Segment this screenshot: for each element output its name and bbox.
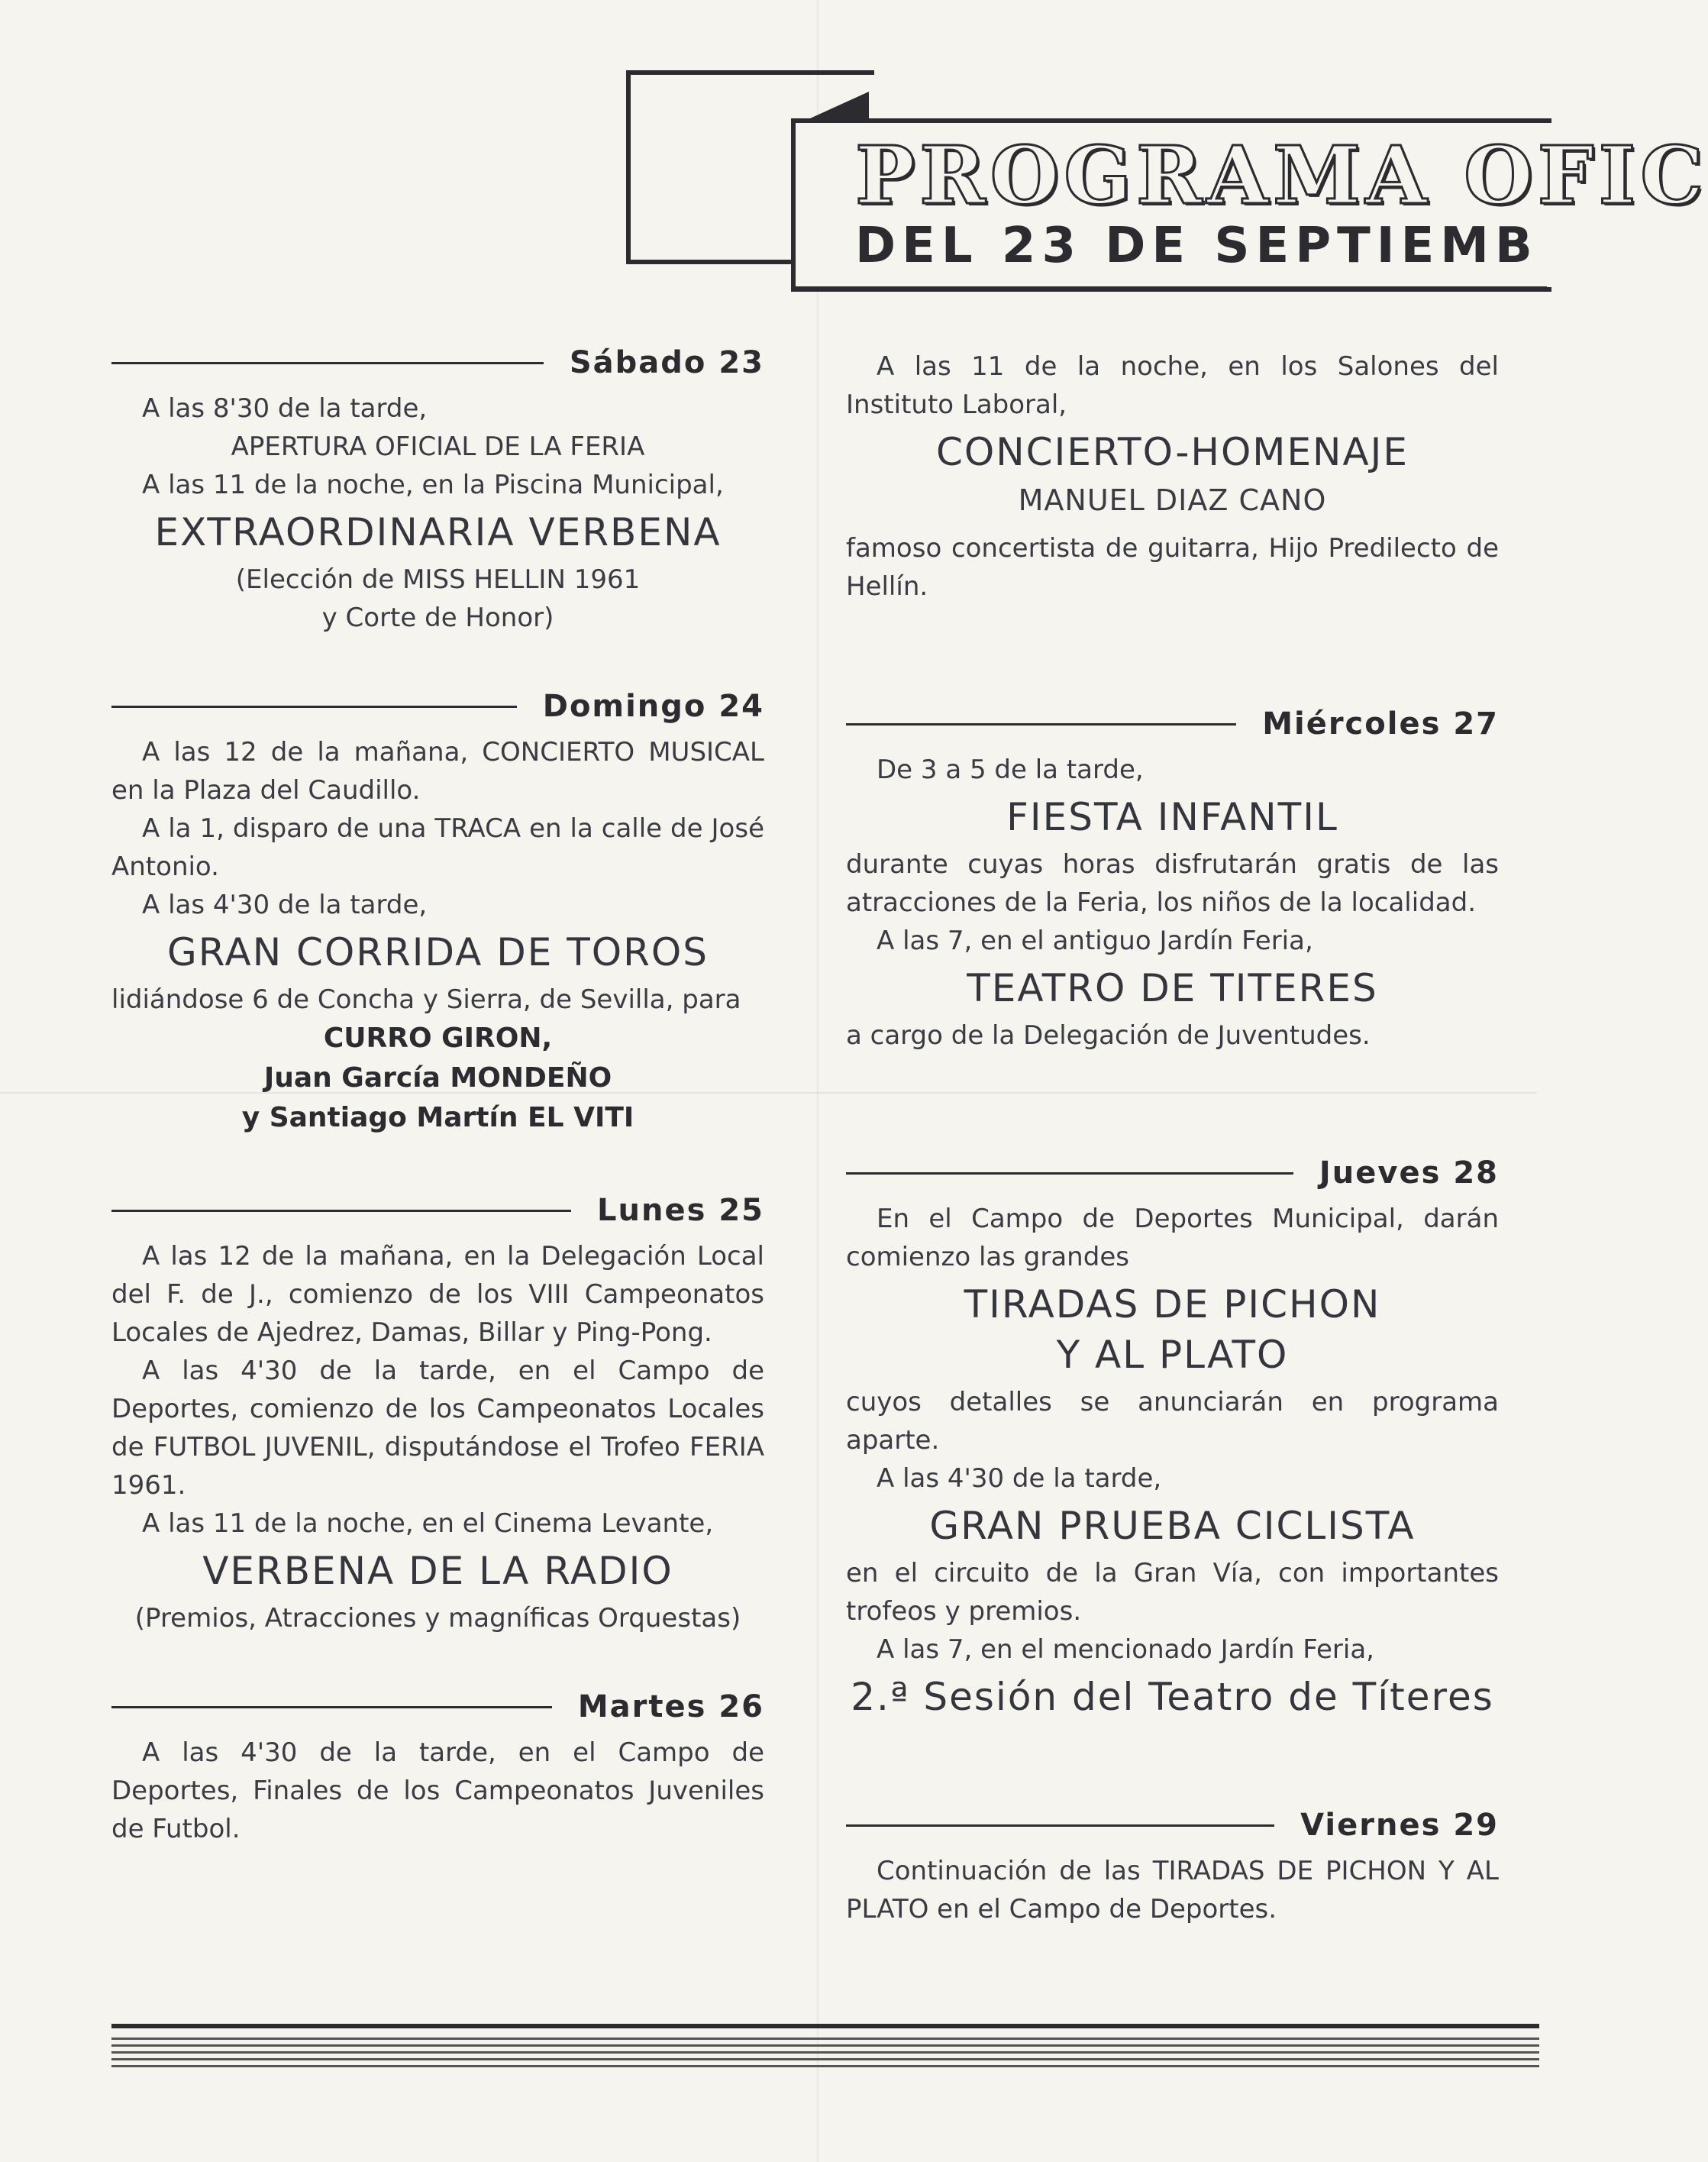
event-text: y Corte de Honor) [321, 603, 554, 633]
event-headline: TEATRO DE TITERES [967, 966, 1378, 1010]
event-text: A las 11 de la noche, en el Cinema Levante, [142, 1508, 714, 1539]
day-section-lunes [111, 1184, 764, 1637]
day-section-jueves [846, 1146, 1499, 1722]
bullfighter-name: CURRO GIRON, [323, 1023, 553, 1054]
page-title: PROGRAMA OFIC [855, 128, 1708, 222]
event-text: durante cuyas horas disfrutarán gratis de las atracciones de la Feria, los niños de la localidad. [846, 849, 1499, 918]
day-section-domingo [111, 680, 764, 1138]
event-text: en el circuito de la Gran Vía, con importantes trofeos y premios. [846, 1558, 1499, 1627]
event-headline: VERBENA DE LA RADIO [202, 1549, 673, 1593]
paper-fold-line [817, 0, 818, 2162]
day-rule [111, 362, 544, 364]
event-headline: EXTRAORDINARIA VERBENA [154, 510, 722, 554]
performer-name: MANUEL DIAZ CANO [1018, 483, 1327, 517]
event-text: famoso concertista de guitarra, Hijo Predilecto de Hellín. [846, 533, 1499, 602]
event-text: En el Campo de Deportes Municipal, darán comienzo las grandes [846, 1204, 1499, 1272]
bottom-rule [111, 2051, 1539, 2054]
left-column [111, 336, 764, 1848]
event-text: A las 7, en el mencionado Jardín Feria, [877, 1634, 1374, 1665]
event-text: A las 4'30 de la tarde, en el Campo de Deportes, comienzo de los Campeonatos Locales de FUTBOL JUVENIL, disputándose el Trofeo FERIA 1961. [111, 1356, 764, 1501]
event-headline: 2.ª Sesión del Teatro de Títeres [851, 1675, 1494, 1719]
bullfighter-name: Juan García MONDEÑO [263, 1062, 612, 1094]
event-headline: FIESTA INFANTIL [1006, 795, 1338, 839]
day-section-miercoles [846, 697, 1499, 1055]
bottom-rule [111, 2044, 1539, 2047]
event-text: A la 1, disparo de una TRACA en la calle de José Antonio. [111, 813, 764, 882]
event-text: Continuación de las TIRADAS DE PICHON Y AL PLATO en el Campo de Deportes. [846, 1856, 1499, 1924]
day-rule [846, 723, 1236, 726]
event-text: a cargo de la Delegación de Juventudes. [846, 1020, 1371, 1051]
day-header [846, 1798, 1499, 1852]
bottom-rule [111, 2065, 1539, 2067]
event-text: A las 11 de la noche, en la Piscina Municipal, [142, 470, 724, 500]
day-rule [111, 706, 517, 708]
event-text: De 3 a 5 de la tarde, [877, 755, 1144, 785]
day-header [111, 1680, 764, 1734]
day-section-sabado [111, 336, 764, 637]
bottom-border [111, 2024, 1539, 2072]
day-rule [111, 1210, 571, 1212]
day-label: Sábado 23 [569, 345, 764, 380]
event-headline: CONCIERTO-HOMENAJE [936, 430, 1409, 474]
day-label: Martes 26 [577, 1689, 764, 1724]
day-header [111, 680, 764, 733]
day-section-martes [111, 1680, 764, 1848]
day-label: Lunes 25 [597, 1193, 764, 1228]
event-text: A las 11 de la noche, en los Salones del Instituto Laboral, [846, 351, 1499, 420]
bottom-rule [111, 2058, 1539, 2060]
event-text: A las 4'30 de la tarde, en el Campo de Deportes, Finales de los Campeonatos Juveniles de Futbol. [111, 1737, 764, 1844]
day-header [111, 1184, 764, 1237]
event-text: A las 7, en el antiguo Jardín Feria, [877, 926, 1313, 956]
event-text: cuyos detalles se anunciarán en programa aparte. [846, 1387, 1499, 1456]
event-text: A las 4'30 de la tarde, [877, 1463, 1162, 1494]
event-text: (Elección de MISS HELLIN 1961 [235, 564, 641, 595]
event-text: A las 12 de la mañana, en la Delegación Local del F. de J., comienzo de los VIII Campeonatos Locales de Ajedrez, Damas, Billar y Ping-Pong. [111, 1241, 764, 1348]
right-column [846, 347, 1499, 1928]
day-header [846, 697, 1499, 751]
event-headline: Y AL PLATO [1056, 1333, 1289, 1377]
bottom-rule [111, 2024, 1539, 2028]
event-headline: TIRADAS DE PICHON [964, 1282, 1381, 1327]
day-label: Domingo 24 [542, 689, 764, 724]
page-subtitle: DEL 23 DE SEPTIEMB [855, 218, 1538, 274]
event-text: A las 4'30 de la tarde, [142, 890, 428, 920]
event-text: APERTURA OFICIAL DE LA FERIA [231, 431, 645, 462]
day-header [111, 336, 764, 389]
day-rule [846, 1824, 1274, 1827]
day-section-viernes [846, 1798, 1499, 1928]
event-text: A las 12 de la mañana, CONCIERTO MUSICAL en la Plaza del Caudillo. [111, 737, 764, 806]
bottom-rule [111, 2038, 1539, 2040]
bullfighter-name: y Santiago Martín EL VITI [241, 1102, 634, 1133]
event-text: A las 8'30 de la tarde, [142, 393, 428, 424]
day-label: Jueves 28 [1319, 1155, 1499, 1191]
event-headline: GRAN CORRIDA DE TOROS [167, 930, 709, 974]
event-text: lidiándose 6 de Concha y Sierra, de Sevilla, para [111, 984, 741, 1015]
day-label: Miércoles 27 [1262, 706, 1499, 742]
event-headline: GRAN PRUEBA CICLISTA [929, 1504, 1416, 1548]
header-divider [791, 286, 1547, 289]
day-section-martes-continued [846, 347, 1499, 606]
event-text: (Premios, Atracciones y magníficas Orquestas) [134, 1603, 741, 1634]
day-rule [846, 1172, 1293, 1175]
day-rule [111, 1706, 552, 1708]
day-label: Viernes 29 [1300, 1808, 1499, 1843]
day-header [846, 1146, 1499, 1200]
